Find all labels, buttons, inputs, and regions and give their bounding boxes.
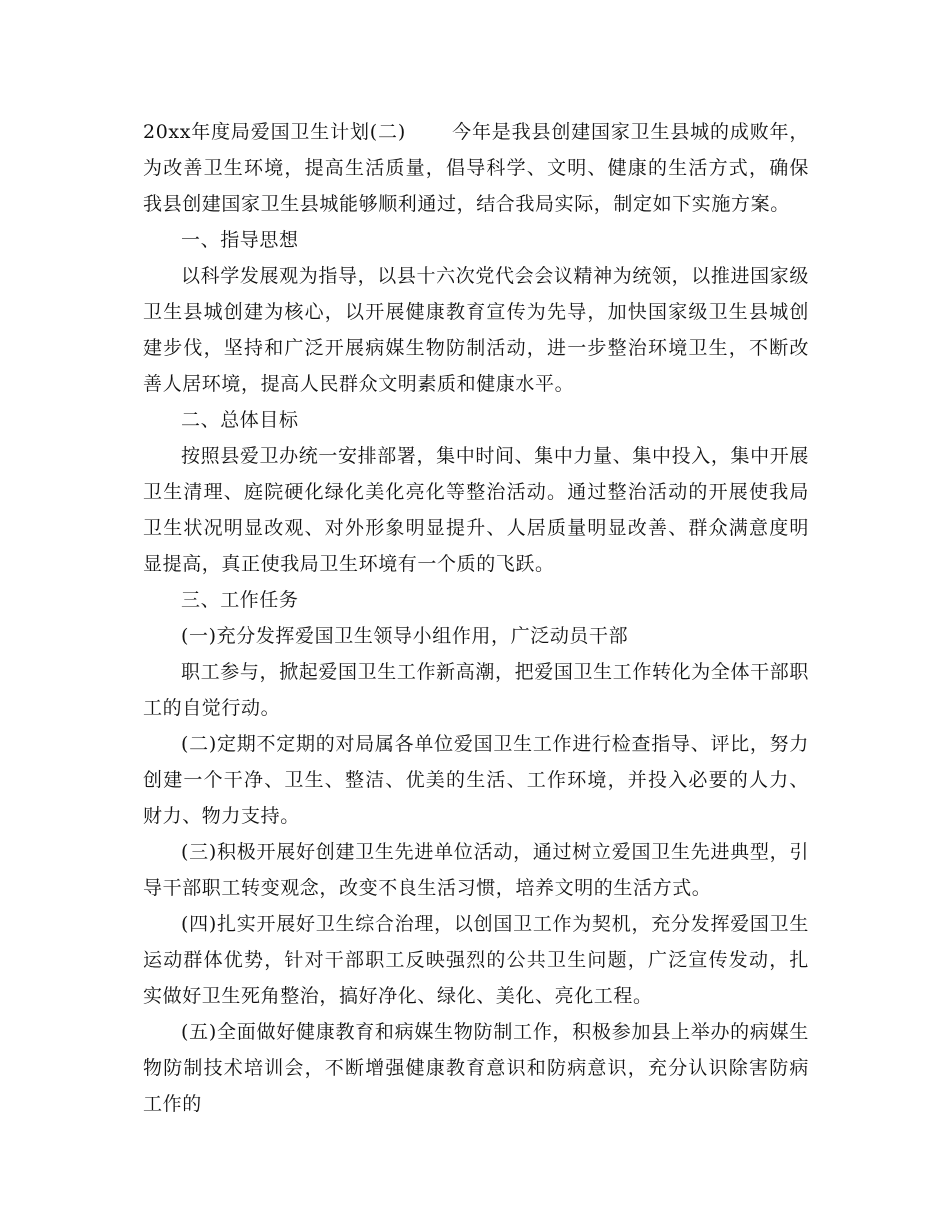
task-item-1-title: (一)充分发挥爱国卫生领导小组作用，广泛动员干部: [181, 625, 629, 647]
task-item-3: (三)积极开展好创建卫生先进单位活动，通过树立爱国卫生先进典型，引导干部职工转变观念，改变不良生活习惯，培养文明的生活方式。: [143, 841, 809, 899]
document-title: 20xx年度局爱国卫生计划(二): [143, 121, 406, 143]
task-item-5: (五)全面做好健康教育和病媒生物防制工作，积极参加县上举办的病媒生物防制技术培训会，不断增强健康教育意识和防病意识，充分认识除害防病工作的: [143, 1021, 809, 1115]
task-item-2: (二)定期不定期的对局属各单位爱国卫生工作进行检查指导、评比，努力创建一个干净、卫生、整洁、优美的生活、工作环境，并投入必要的人力、财力、物力支持。: [143, 733, 809, 827]
intro-text: 今年是我县创建国家卫生县城的成败年，为改善卫生环境，提高生活质量，倡导科学、文明、健康的生活方式，确保我县创建国家卫生县城能够顺利通过，结合我局实际，制定如下实施方案。: [143, 121, 809, 215]
section-heading-work-tasks: 三、工作任务: [181, 589, 299, 611]
section-body-guiding-ideology: 以科学发展观为指导，以县十六次党代会会议精神为统领，以推进国家级卫生县城创建为核心，以开展健康教育宣传为先导，加快国家级卫生县城创建步伐，坚持和广泛开展病媒生物防制活动，进一步整治环境卫生，不断改善人居环境，提高人民群众文明素质和健康水平。: [143, 265, 809, 395]
section-heading-guiding-ideology: 一、指导思想: [181, 229, 299, 251]
task-item-1-body: 职工参与，掀起爱国卫生工作新高潮，把爱国卫生工作转化为全体干部职工的自觉行动。: [143, 661, 809, 719]
section-heading-overall-goal: 二、总体目标: [181, 409, 299, 431]
task-item-4: (四)扎实开展好卫生综合治理，以创国卫工作为契机，充分发挥爱国卫生运动群体优势，针对干部职工反映强烈的公共卫生问题，广泛宣传发动，扎实做好卫生死角整治，搞好净化、绿化、美化、亮化工程。: [143, 913, 809, 1007]
section-body-overall-goal: 按照县爱卫办统一安排部署，集中时间、集中力量、集中投入，集中开展卫生清理、庭院硬化绿化美化亮化等整治活动。通过整治活动的开展使我局卫生状况明显改观、对外形象明显提升、人居质量明显改善、群众满意度明显提高，真正使我局卫生环境有一个质的飞跃。: [143, 445, 809, 575]
document-body: [143, 114, 809, 1122]
intro-paragraph: [143, 114, 809, 222]
